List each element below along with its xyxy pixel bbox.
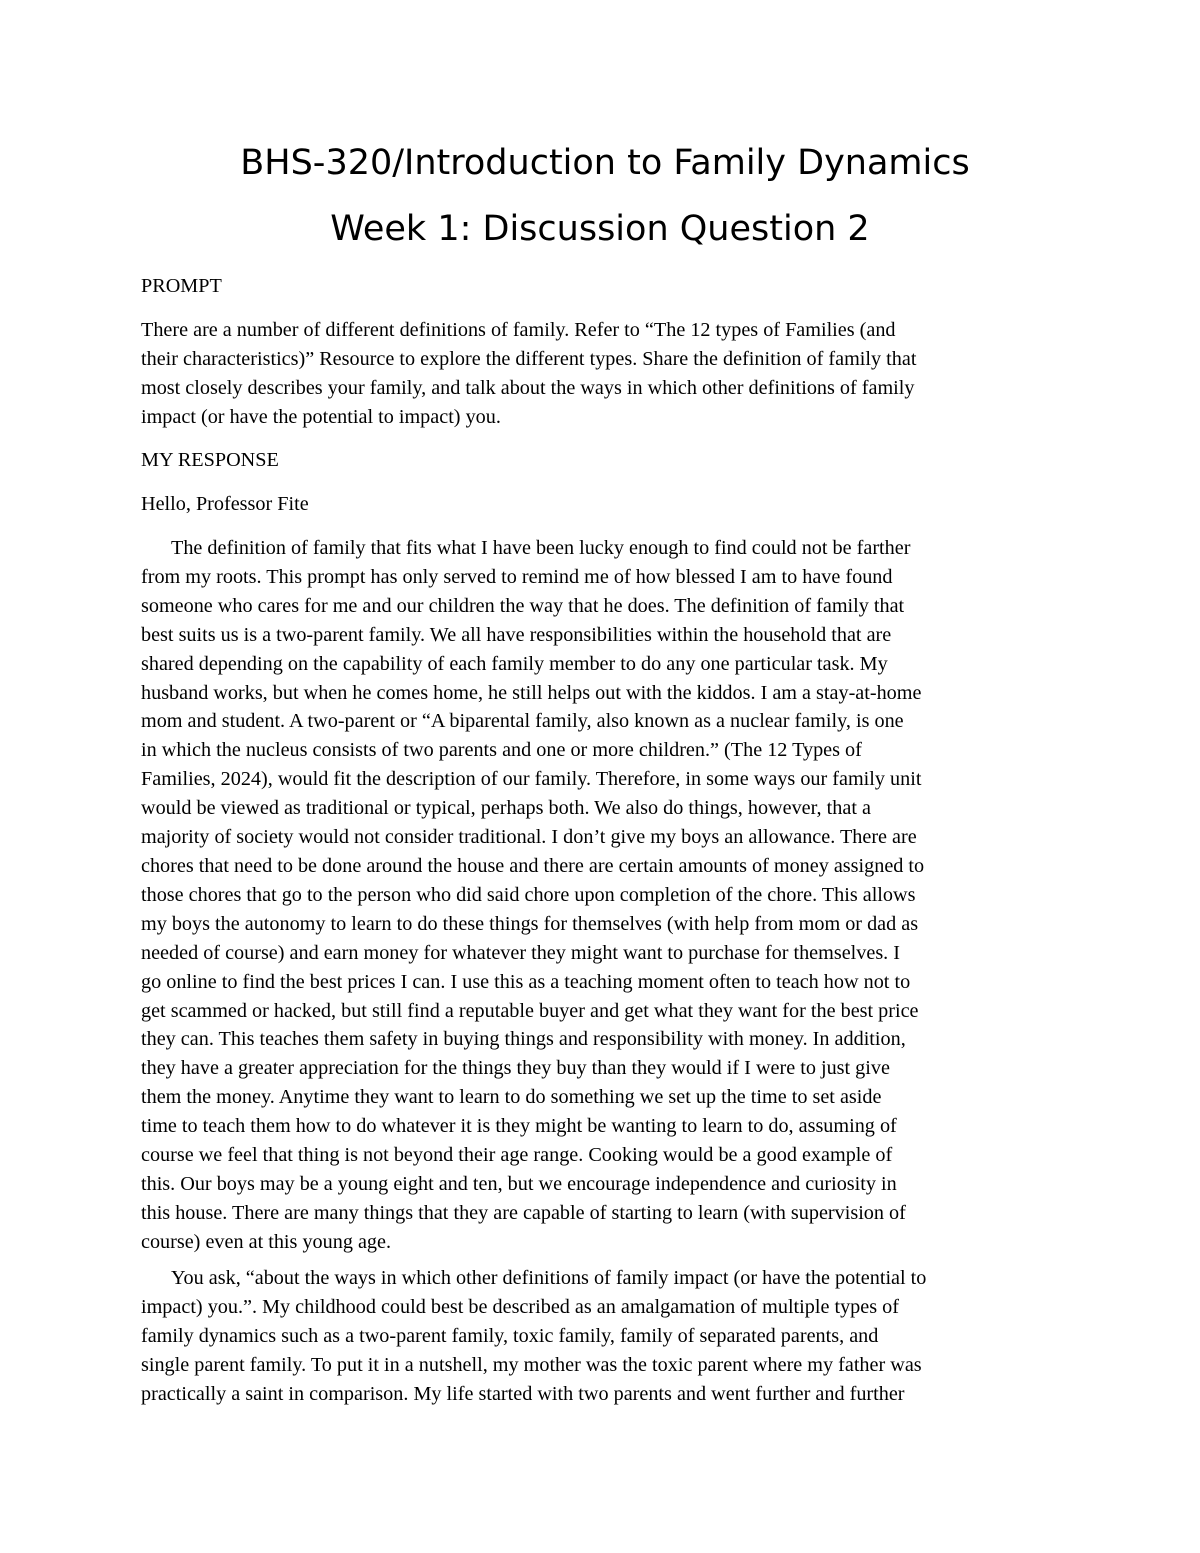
prompt-text (141, 316, 1071, 432)
paragraph-line: You ask, “about the ways in which other definitions of family impact (or have the potential to (171, 1267, 927, 1289)
response-paragraph-1 (141, 534, 1071, 1257)
paragraph-line: practically a saint in comparison. My life started with two parents and went further and further (141, 1382, 905, 1405)
greeting: Hello, Professor Fite (141, 493, 309, 515)
paragraph-line: impact) you.”. My childhood could best be described as an amalgamation of multiple types of (141, 1295, 899, 1318)
paragraph-line: them the money. Anytime they want to learn to do something we set up the time to set aside (141, 1086, 882, 1109)
paragraph-line: chores that need to be done around the house and there are certain amounts of money assigned to (141, 854, 925, 877)
paragraph-line: best suits us is a two-parent family. We all have responsibilities within the household that are (141, 623, 892, 646)
paragraph-line: single parent family. To put it in a nutshell, my mother was the toxic parent where my father was (141, 1353, 922, 1376)
paragraph-line: this house. There are many things that they are capable of starting to learn (with supervision of (141, 1201, 906, 1224)
prompt-line: their characteristics)” Resource to explore the different types. Share the definition of family that (141, 347, 917, 370)
paragraph-line: my boys the autonomy to learn to do these things for themselves (with help from mom or dad as (141, 912, 919, 935)
paragraph-line: family dynamics such as a two-parent family, toxic family, family of separated parents, and (141, 1324, 879, 1347)
paragraph-line: mom and student. A two-parent or “A biparental family, also known as a nuclear family, is one (141, 710, 904, 733)
response-paragraph-2 (141, 1264, 1071, 1409)
paragraph-line: shared depending on the capability of each family member to do any one particular task. My (141, 652, 888, 675)
paragraph-line: The definition of family that fits what I have been lucky enough to find could not be farther (171, 537, 911, 559)
assignment-title: Week 1: Discussion Question 2 (330, 209, 870, 249)
paragraph-line: those chores that go to the person who did said chore upon completion of the chore. This allows (141, 883, 916, 906)
response-label: MY RESPONSE (141, 449, 279, 471)
prompt-line: There are a number of different definitions of family. Refer to “The 12 types of Families (and (141, 319, 896, 341)
paragraph-line: majority of society would not consider traditional. I don’t give my boys an allowance. There are (141, 826, 917, 849)
paragraph-line: husband works, but when he comes home, he still helps out with the kiddos. I am a stay-at-home (141, 681, 922, 704)
paragraph-line: someone who cares for me and our children the way that he does. The definition of family that (141, 594, 905, 617)
prompt-label: PROMPT (141, 275, 222, 297)
paragraph-line: course) even at this young age. (141, 1230, 392, 1253)
paragraph-line: would be viewed as traditional or typical, perhaps both. We also do things, however, that a (141, 797, 871, 820)
paragraph-line: they can. This teaches them safety in buying things and responsibility with money. In addition, (141, 1028, 906, 1051)
paragraph-line: course we feel that thing is not beyond their age range. Cooking would be a good example of (141, 1144, 893, 1167)
paragraph-line: needed of course) and earn money for whatever they might want to purchase for themselves. I (141, 941, 900, 964)
prompt-line: impact (or have the potential to impact) you. (141, 405, 501, 428)
paragraph-line: Families, 2024), would fit the description of our family. Therefore, in some ways our family unit (141, 768, 922, 791)
course-title: BHS-320/Introduction to Family Dynamics (240, 143, 970, 183)
paragraph-line: in which the nucleus consists of two parents and one or more children.” (The 12 Types of (141, 739, 862, 762)
paragraph-line: this. Our boys may be a young eight and ten, but we encourage independence and curiosity in (141, 1172, 897, 1195)
paragraph-line: go online to find the best prices I can. I use this as a teaching moment often to teach how not to (141, 970, 911, 993)
prompt-line: most closely describes your family, and talk about the ways in which other definitions of family (141, 376, 915, 399)
paragraph-line: time to teach them how to do whatever it is they might be wanting to learn to do, assuming of (141, 1115, 897, 1138)
paragraph-line: from my roots. This prompt has only served to remind me of how blessed I am to have found (141, 565, 893, 588)
paragraph-line: get scammed or hacked, but still find a reputable buyer and get what they want for the best price (141, 999, 919, 1022)
paragraph-line: they have a greater appreciation for the things they buy than they would if I were to just give (141, 1057, 890, 1080)
